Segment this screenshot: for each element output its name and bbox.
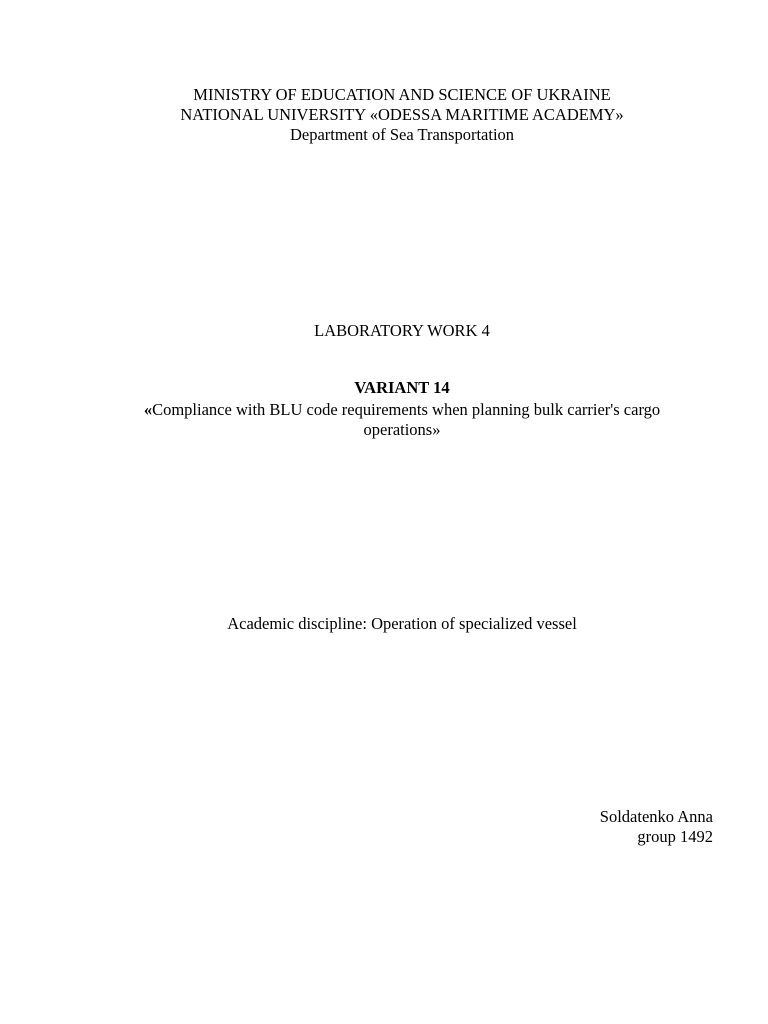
author-group: group 1492: [637, 827, 713, 846]
topic-open-quote: «: [143, 400, 153, 419]
academic-discipline: Academic discipline: Operation of specialized vessel: [227, 614, 577, 633]
university-heading: NATIONAL UNIVERSITY «ODESSA MARITIME ACADEMY»: [180, 105, 624, 124]
topic-line-1: [0, 400, 768, 420]
topic-text-1: Compliance with BLU code requirements when planning bulk carrier's cargo: [152, 400, 661, 419]
department-heading: Department of Sea Transportation: [289, 125, 515, 144]
lab-work-title: LABORATORY WORK 4: [314, 321, 490, 340]
author-name: Soldatenko Anna: [599, 807, 713, 826]
ministry-heading: MINISTRY OF EDUCATION AND SCIENCE OF UKRAINE: [193, 85, 611, 104]
variant-label: VARIANT 14: [354, 378, 450, 397]
topic-line-2: operations»: [363, 420, 441, 439]
